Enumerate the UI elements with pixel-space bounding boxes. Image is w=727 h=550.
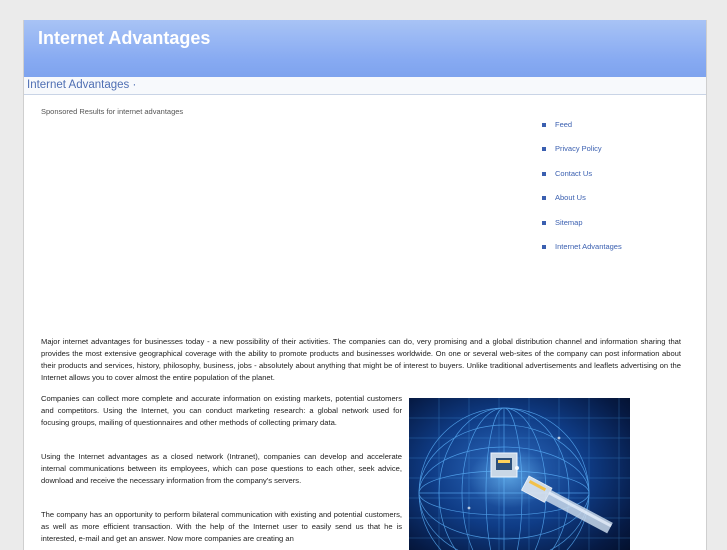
bullet-icon [542,123,546,127]
sidebar-item-label[interactable]: Contact Us [555,168,593,178]
bullet-icon [542,221,546,225]
globe-network-illustration [409,398,630,550]
sidebar-item-label[interactable]: Privacy Policy [555,144,602,154]
sponsored-results-label: Sponsored Results for internet advantages [41,107,184,116]
sidebar-item-contact-us[interactable] [539,169,699,193]
globe-network-cable-image [409,398,630,550]
article-paragraph: Companies can collect more complete and accurate information on existing markets, potential customers and competitors. Using the Internet, you can conduct marketing research: a global network used for focusing groups, mailing of questionnaires and other methods of collecting primary data. [41,394,402,427]
sidebar-item-internet-advantages[interactable] [539,242,699,266]
sidebar-item-privacy-policy[interactable] [539,144,699,168]
sidebar-item-feed[interactable] [539,120,699,144]
sidebar-item-sitemap[interactable] [539,218,699,242]
bullet-icon [542,147,546,151]
sidebar-item-label[interactable]: Sitemap [555,217,583,227]
site-header [24,20,706,77]
sidebar-menu [539,120,699,266]
sidebar-item-label[interactable]: Feed [555,120,573,129]
article-paragraph: Using the Internet advantages as a closed network (Intranet), companies can develop and accelerate internal communications between its employees, which can pose questions to each other, seek advice, download and receive the necessary information from the company's servers. [41,452,402,485]
page-container [23,20,707,550]
bullet-icon [542,196,546,200]
article-paragraph: The company has an opportunity to perform bilateral communication with existing and potential customers, as well as more efficient transaction. With the help of the Internet user to easily send us that he is interested, e-mail and get an answer. Now more companies are creating an [41,510,402,543]
breadcrumb [24,77,706,95]
bullet-icon [542,245,546,249]
site-title[interactable]: Internet Advantages [38,28,211,48]
article-paragraph: Major internet advantages for businesses today - a new possibility of their activities. The companies can do, very promising and a global distribution channel and information sharing that provides the most extensive geographical coverage with the ability to promote products and businesses worldwide. On one or several web-sites of the company can post information about their products and services, history, philosophy, business, jobs - absolutely about anything that might be of interest to buyers. Unlike traditional advertisements and leaflets advertising on the Internet allows you to cover almost the entire population of the planet. [41,337,681,382]
nav-link-internet-advantages[interactable]: Internet Advantages · [27,79,137,91]
sidebar-item-label[interactable]: About Us [555,193,586,203]
sidebar-item-about-us[interactable] [539,193,699,217]
bullet-icon [542,172,546,176]
sidebar-item-label[interactable]: Internet Advantages [555,241,622,251]
